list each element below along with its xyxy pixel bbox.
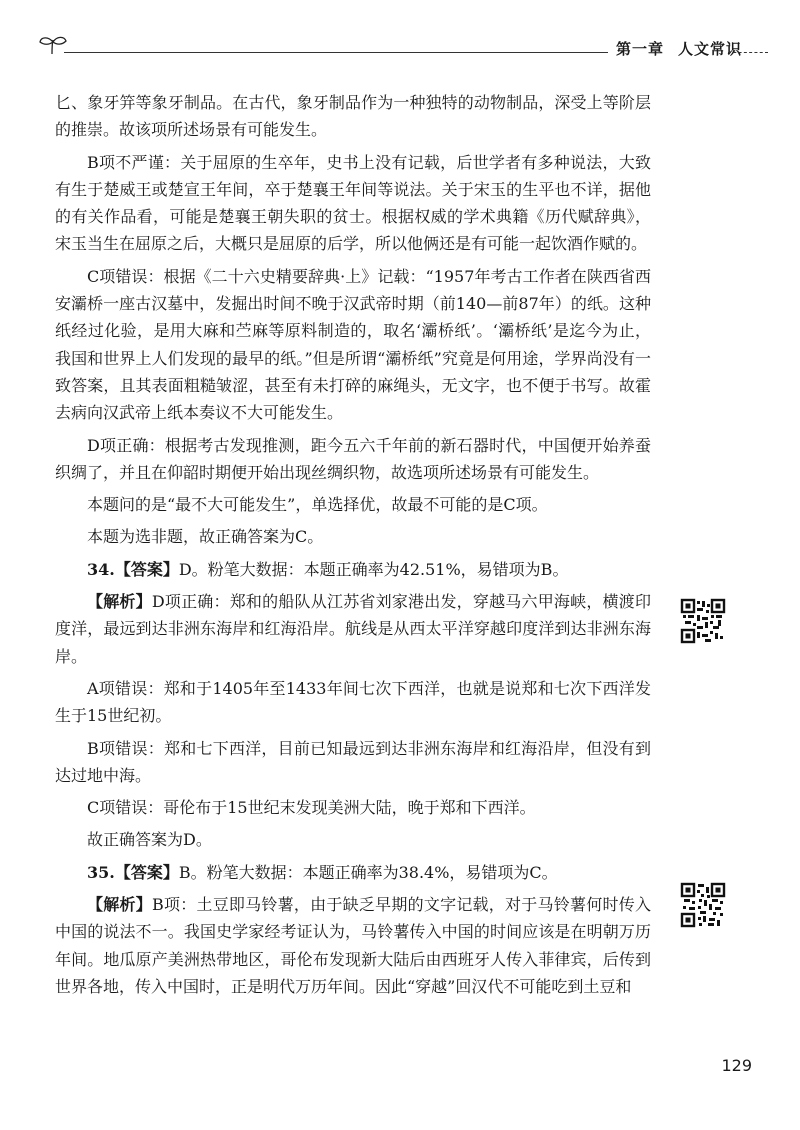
paragraph: 本题问的是“最不大可能发生”，单选择优，故最不可能的是C项。 — [87, 495, 548, 515]
q35-analysis — [55, 891, 651, 1000]
q34-analysis — [55, 588, 651, 670]
answer-tag: 35.【答案】 — [87, 862, 179, 882]
qr-code-graphic — [680, 882, 726, 928]
qr-code-icon[interactable] — [680, 598, 726, 644]
answer-tag: 34.【答案】 — [87, 559, 179, 579]
qr-code-graphic — [680, 598, 726, 644]
paragraph: 故正确答案为D。 — [87, 830, 212, 850]
paragraph: C项错误：哥伦布于15世纪末发现美洲大陆，晚于郑和下西洋。 — [87, 798, 536, 818]
paragraph: B项不严谨：关于屈原的生卒年，史书上没有记载，后世学者有多种说法，大致有生于楚威王或楚宣王年间，卒于楚襄王年间等说法。关于宋玉的生平也不详，据他的有关作品看，可能是楚襄王朝失职的贫士。根据权威的学术典籍《历代赋辞典》，宋玉当生在屈原之后，大概只是屈原的后学，所以他俩还是有可能一起饮酒作赋的。 — [55, 152, 651, 254]
q34-answer — [55, 556, 651, 583]
q35-answer — [55, 859, 651, 886]
paragraph: A项错误：郑和于1405年至1433年间七次下西洋，也就是说郑和七次下西洋发生于15世纪初。 — [55, 678, 651, 726]
analysis-tag: 【解析】 — [87, 592, 152, 612]
qr-code-icon[interactable] — [680, 882, 726, 928]
chapter-number: 第一章 — [616, 40, 665, 58]
chapter-title: 人文常识 — [678, 40, 743, 58]
paragraph: C项错误：根据《二十六史精要辞典·上》记载：“1957年考古工作者在陕西省西安灞桥一座古汉墓中，发掘出时间不晚于汉武帝时期（前140—前87年）的纸。这种纸经过化验，是用大麻和苎麻等原料制造的，取名‘灞桥纸’。‘灞桥纸’是迄今为止，我国和世界上人们发现的最早的纸。”但是所谓“灞桥纸”究竟是何用途，学界尚没有一致答案，且其表面粗糙皱涩，甚至有未打碎的麻绳头，无文字，也不便于书写。故霍去病向汉武帝上纸本奏议不大可能发生。 — [55, 266, 651, 423]
header-rule-left — [64, 52, 608, 53]
page-body — [55, 89, 651, 1005]
page-number: 129 — [721, 1056, 752, 1075]
paragraph: 匕、象牙笄等象牙制品。在古代，象牙制品作为一种独特的动物制品，深受上等阶层的推崇。故该项所述场景有可能发生。 — [55, 93, 651, 140]
chapter-heading — [616, 38, 742, 59]
analysis-tag: 【解析】 — [87, 895, 152, 915]
header-rule-right — [728, 52, 768, 53]
answer-text: D。粉笔大数据：本题正确率为42.51%，易错项为B。 — [178, 559, 569, 579]
paragraph: 本题为选非题，故正确答案为C。 — [87, 527, 324, 547]
analysis-text: B项：土豆即马铃薯，由于缺乏早期的文字记载，对于马铃薯何时传入中国的说法不一。我国史学家经考证认为，马铃薯传入中国的时间应该是在明朝万历年间。地瓜原产美洲热带地区，哥伦布发现新大陆后由西班牙人传入菲律宾，后传到世界各地，传入中国时，正是明代万历年间。因此“穿越”回汉代不可能吃到土豆和 — [55, 895, 651, 996]
paragraph: D项正确：根据考古发现推测，距今五六千年前的新石器时代，中国便开始养蚕织绸了，并且在仰韶时期便开始出现丝绸织物，故选项所述场景有可能发生。 — [55, 435, 651, 482]
answer-text: B。粉笔大数据：本题正确率为38.4%，易错项为C。 — [178, 862, 558, 882]
analysis-text: D项正确：郑和的船队从江苏省刘家港出发，穿越马六甲海峡，横渡印度洋，最远到达非洲东海岸和红海沿岸。航线是从西太平洋穿越印度洋到达非洲东海岸。 — [55, 592, 651, 666]
paragraph: B项错误：郑和七下西洋，目前已知最远到达非洲东海岸和红海沿岸，但没有到达过地中海。 — [55, 738, 651, 785]
page-header — [38, 34, 762, 58]
